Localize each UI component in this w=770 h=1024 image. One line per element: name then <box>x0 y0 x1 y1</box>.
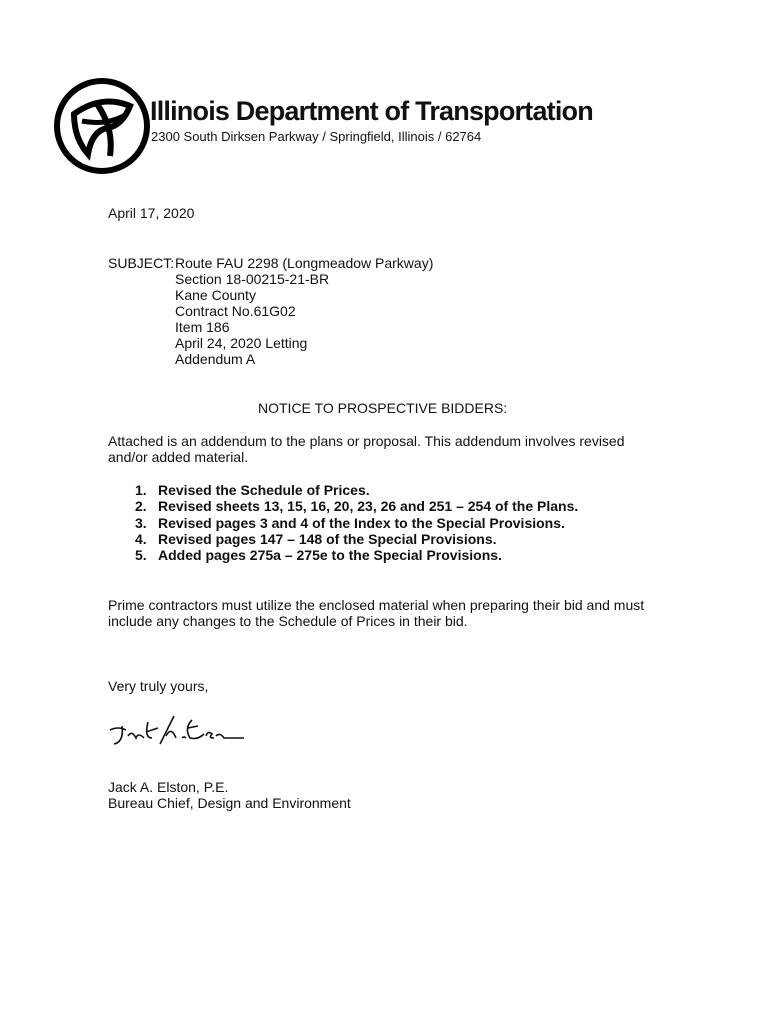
list-item <box>135 530 578 547</box>
item-text: Revised the Schedule of Prices. <box>158 482 370 498</box>
intro-paragraph <box>108 433 625 465</box>
subject-block <box>175 255 433 367</box>
subject-line: Addendum A <box>175 351 256 367</box>
item-number: 4. <box>135 530 147 547</box>
item-number: 5. <box>135 547 147 564</box>
list-item <box>135 482 578 498</box>
org-address: 2300 South Dirksen Parkway / Springfield, Illinois / 62764 <box>151 129 482 144</box>
item-number: 2. <box>135 498 147 515</box>
notice-heading: NOTICE TO PROSPECTIVE BIDDERS: <box>258 400 508 416</box>
addendum-items <box>135 482 579 564</box>
letter-date: April 17, 2020 <box>108 205 195 221</box>
signature <box>108 708 248 753</box>
subject-line: Item 186 <box>175 319 230 335</box>
item-number: 1. <box>135 482 147 498</box>
salutation: Very truly yours, <box>108 678 209 694</box>
subject-line: Contract No.61G02 <box>175 303 296 319</box>
subject-line: Section 18-00215-21-BR <box>175 271 330 287</box>
idot-logo <box>52 76 152 176</box>
org-name: Illinois Department of Transportation <box>150 96 593 126</box>
intro-line: Attached is an addendum to the plans or proposal. This addendum involves revised <box>108 433 625 449</box>
item-text: Added pages 275a – 275e to the Special Provisions. <box>158 547 502 564</box>
intro-line: and/or added material. <box>108 449 249 465</box>
item-text: Revised pages 147 – 148 of the Special Provisions. <box>158 530 497 547</box>
closing-paragraph <box>108 597 644 629</box>
item-text: Revised sheets 13, 15, 16, 20, 23, 26 and 251 – 254 of the Plans. <box>158 498 579 515</box>
closing-line: Prime contractors must utilize the enclosed material when preparing their bid and must <box>108 597 645 613</box>
list-item <box>135 547 578 564</box>
list-item <box>135 498 579 515</box>
list-item <box>135 514 578 531</box>
subject-line: Kane County <box>175 287 256 303</box>
signer-title: Bureau Chief, Design and Environment <box>108 795 351 811</box>
subject-line: Route FAU 2298 (Longmeadow Parkway) <box>175 255 434 271</box>
signer-block <box>108 779 351 811</box>
item-text: Revised pages 3 and 4 of the Index to the Special Provisions. <box>158 514 565 531</box>
closing-line: include any changes to the Schedule of Prices in their bid. <box>108 613 468 629</box>
item-number: 3. <box>135 514 147 531</box>
subject-line: April 24, 2020 Letting <box>175 335 308 351</box>
signer-name: Jack A. Elston, P.E. <box>108 779 229 795</box>
subject-label: SUBJECT: <box>108 255 175 271</box>
